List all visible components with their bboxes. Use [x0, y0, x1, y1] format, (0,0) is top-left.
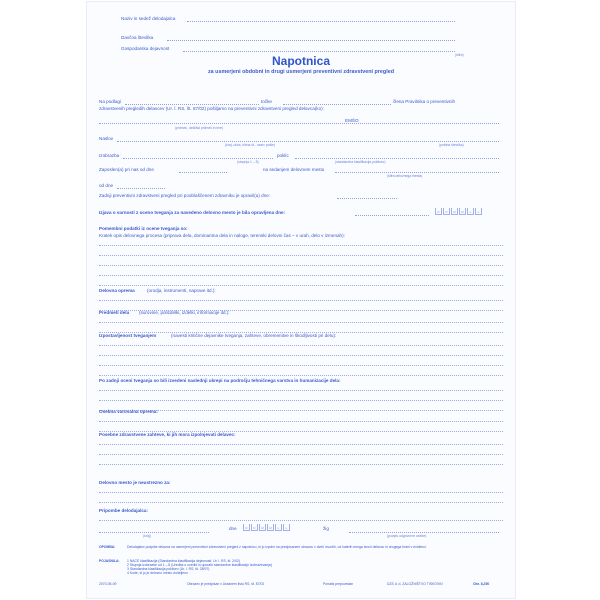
activity-code-hint: (šifra): [455, 53, 464, 57]
form-sheet: [87, 2, 515, 598]
employer-notes-label: Pripombe delodajalca:: [99, 508, 149, 513]
place-field[interactable]: [99, 532, 209, 533]
education-label: Izobrazba: [99, 153, 120, 158]
profession-label: poklic: [277, 153, 289, 158]
tax-number-field[interactable]: [167, 40, 455, 41]
equipment-hint: (orodja, instrumenti, naprave itd.):: [147, 288, 216, 293]
explain-item: 1 NACE klasifikacija (Standardna klasifikacija dejavnosti, Ur. l. RS, št. 2/02): [127, 559, 240, 563]
tax-number-label: Davčna številka: [121, 35, 154, 40]
unsuitable-label: Delovno mesto je neustrezno za:: [99, 480, 171, 485]
address-hint: (kraj, ulica, hišna št., naziv pošte): [225, 143, 276, 147]
last-exam-date-field[interactable]: [337, 198, 397, 199]
form-code: 2070-05-09: [99, 582, 117, 586]
work-objects-label: Predmeti dela: [99, 310, 130, 315]
surname-hint: (priimek, dekliški priimek in ime): [175, 126, 224, 130]
date-box: M: [267, 524, 274, 531]
signature-field[interactable]: [349, 532, 499, 533]
publisher: DZS d. d. ZALOŽNIŠTVO TISKOVIN: [387, 582, 443, 586]
date-box: M: [459, 208, 466, 215]
date-box: M: [259, 524, 266, 531]
date-box: L: [467, 208, 474, 215]
date-box: D: [251, 524, 258, 531]
exposure-label: Izpostavljenost tveganjem: [99, 333, 157, 338]
date-box: D: [435, 208, 442, 215]
exposure-hint: (navesti kritične dejavnike tveganja, zahteve, obremenitve in škodljivosti pri delu):: [171, 333, 337, 338]
date-box: M: [451, 208, 458, 215]
profession-field[interactable]: [295, 158, 499, 159]
date-box: L: [283, 524, 290, 531]
sign-hint: (podpis odgovorne osebe): [387, 534, 427, 538]
date-box: L: [475, 208, 482, 215]
explain-item: 3 Standardna klasifikacija poklicev (Ur. l. RS, št. 28/97): [127, 567, 210, 571]
work-objects-lines[interactable]: [99, 313, 503, 333]
education-hint: (stopnja 1 – 8): [237, 160, 259, 164]
rules-line2: zdravstvenih pregledih delavcev (Ur. l. RS, št. 87/02) pošiljamo na preventivni zdravstveni pregled delavca(ko):: [99, 106, 324, 111]
exposure-lines[interactable]: [99, 336, 503, 376]
workplace-hint: (šifra delovnega mesta): [387, 174, 423, 178]
last-exam-label: Zadnji preventivni zdravstveni pregled pri pooblaščenem zdravniku je opravil(a) dne:: [99, 193, 271, 198]
workplace-label: na sedanjem delovnem mestu: [263, 167, 325, 172]
risk-assessment-date-field[interactable]: [355, 215, 429, 216]
process-desc-label: Kratek opis delovnega procesa (priprava dela, dominantna dela in naloge, terenski delovni čas – v urah, delo v izmenah):: [99, 233, 345, 238]
employed-date-field[interactable]: [179, 172, 227, 173]
activity-field[interactable]: [183, 51, 455, 52]
risk-date-boxes[interactable]: [435, 208, 482, 215]
mid-text: Obrazec je predpisan v Uradnem listu RS, št. 87/02: [187, 582, 265, 586]
protective-label: Osebna varovalna oprema:: [99, 409, 158, 414]
date-box: D: [243, 524, 250, 531]
address-field[interactable]: [117, 141, 499, 142]
activity-label: Gospodarska dejavnost: [121, 46, 170, 51]
employer-name-field[interactable]: [187, 21, 455, 22]
process-lines[interactable]: [99, 236, 503, 286]
from-date-field[interactable]: [117, 188, 165, 189]
page-subtitle: za usmerjeni obdobni in drugi usmerjeni preventivni zdravstveni pregled: [207, 69, 395, 75]
right-text: Ponatis prepovedan: [323, 582, 354, 586]
employer-name-label: Naziv in sedež delodajalca: [121, 16, 176, 21]
address-label: Naslov: [99, 136, 114, 141]
unsuitable-lines[interactable]: [99, 483, 503, 503]
important-data-label: Pomembni podatki iz ocene tveganja so:: [99, 226, 188, 231]
protective-lines[interactable]: [99, 412, 503, 432]
measures-label: Po zadnji oceni tveganja so bili izvedeni naslednji ukrepi na področju tehničnega varstva in humanizacije dela:: [99, 378, 341, 383]
education-field[interactable]: [123, 158, 273, 159]
rules-label: člena Pravilnika o preventivnih: [393, 99, 456, 104]
member-label: točke: [261, 99, 272, 104]
warning-text: Delodajalec podpiše delavca na usmerjeni preventivni zdravstveni pregled z napotnico, ki jo izpolni na predpisanem obrazcu v dveh izvodih, od katerih enega izroči delavcu in drugega hrani v evidenci.: [127, 545, 427, 549]
employed-label: Zaposlen(a) pri nas od dne: [99, 167, 154, 172]
worker-name-field[interactable]: [99, 123, 499, 124]
equipment-lines[interactable]: [99, 291, 503, 311]
equipment-label: Delovna oprema: [99, 288, 135, 293]
form-number: Obr. 8,250: [473, 582, 490, 586]
date-box: L: [275, 524, 282, 531]
postcode-hint: (poštna številka): [439, 143, 464, 147]
sign-date-boxes[interactable]: [243, 524, 290, 531]
seal-label: žig: [323, 526, 329, 531]
page-title: Napotnica: [271, 54, 330, 68]
profession-hint: (standardna klasifikacija poklicev): [335, 160, 386, 164]
basis-label: Na podlagi: [99, 99, 121, 104]
place-hint: (kraj): [143, 534, 151, 538]
risk-assessment-label: Izjava o varnosti z oceno tveganja za navedeno delovno mesto je bila opravljena dne:: [99, 210, 286, 215]
day-label: dne: [229, 526, 237, 531]
member-field[interactable]: [283, 104, 391, 105]
explain-item: 2 Stopnja izobrazbe od 1 – 8 (Uredba o uvedbi in uporabi standardne klasifikacije izobraževanja): [127, 563, 272, 567]
health-req-label: Posebne zdravstvene zahteve, ki jih mora izpolnjevati delavec:: [99, 432, 236, 437]
workplace-field[interactable]: [335, 172, 499, 173]
basis-field[interactable]: [125, 104, 259, 105]
date-box: D: [443, 208, 450, 215]
measures-lines[interactable]: [99, 381, 503, 411]
emso-label: EMŠO: [345, 118, 359, 123]
from-label: od dne: [99, 183, 114, 188]
explain-label: POJASNILA:: [99, 559, 120, 563]
explain-item: 4 Kode, ki jo je delovno mesto dodeljeno: [127, 571, 188, 575]
warning-label: OPOMBA:: [99, 545, 116, 549]
employer-notes-lines[interactable]: [99, 511, 503, 521]
work-objects-hint: (surovine, polizdelki, izdelki, informacije itd.):: [139, 310, 230, 315]
health-req-lines[interactable]: [99, 435, 503, 465]
